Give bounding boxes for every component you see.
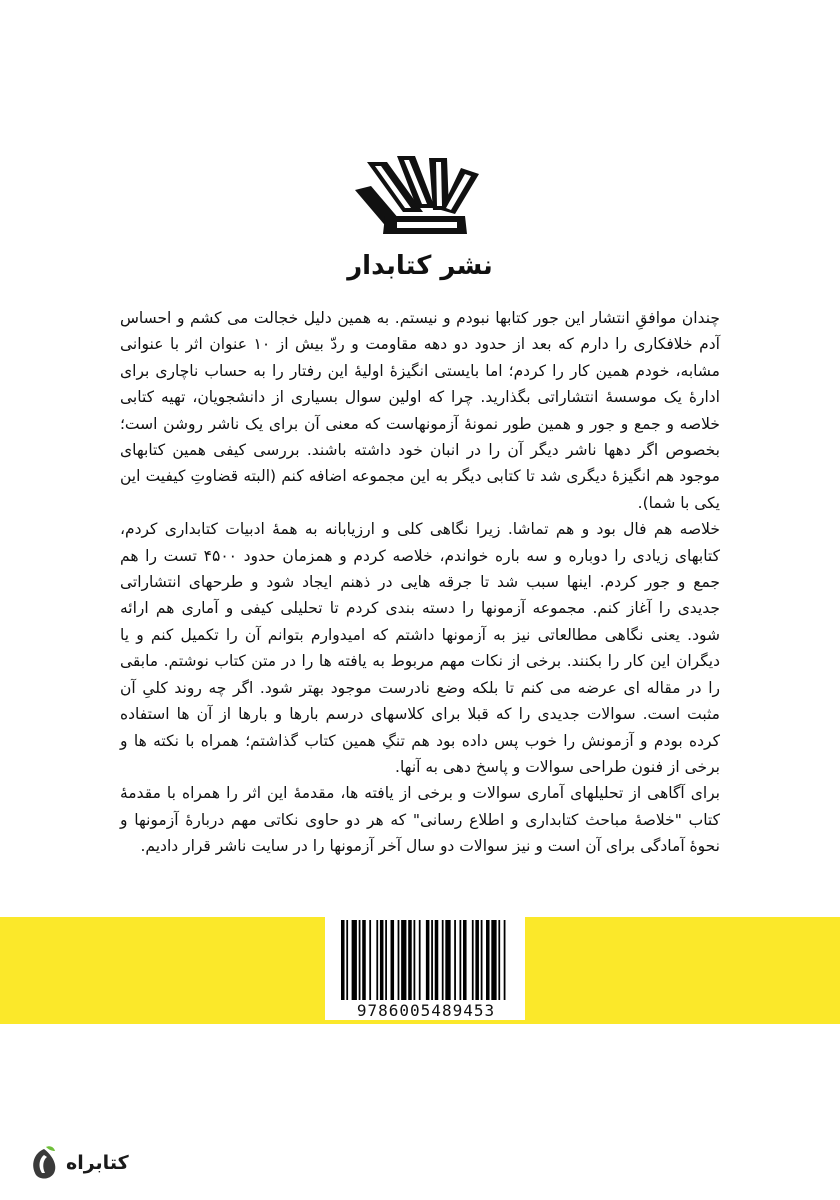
barcode-bar	[459, 920, 461, 1000]
barcode-bar	[475, 920, 479, 1000]
barcode-bar	[362, 920, 366, 1000]
barcode-panel	[325, 912, 525, 1020]
barcode-bar	[376, 920, 378, 1000]
barcode-bar	[341, 920, 345, 1000]
barcode-bar	[463, 920, 467, 1000]
barcode-bar	[431, 920, 433, 1000]
barcode-bar	[435, 920, 439, 1000]
back-cover-text	[120, 305, 720, 860]
barcode-bar	[426, 920, 430, 1000]
brand-name: کتابراه	[66, 1152, 129, 1174]
barcode-digits: 9786005489453	[356, 1001, 496, 1020]
barcode-bar	[481, 920, 483, 1000]
barcode-bar	[391, 920, 395, 1000]
barcode-bar	[398, 920, 400, 1000]
paragraph: برای آگاهی از تحلیلهای آماری سوالات و برخی از یافته ها، مقدمهٔ این اثر را همراه با مقدمهٔ کتاب "خلاصهٔ مباحث کتابداری و اطلاع رسانی" که هر دو حاوی نکاتی مهم دربارهٔ آزمونها و نحوهٔ آمادگی برای آن است و نیز سوالات دو سال آخر آزمونها را در سایت ناشر قرار دادیم.	[120, 784, 720, 856]
barcode-bar	[401, 920, 406, 1000]
barcode-bar	[445, 920, 450, 1000]
barcode-bar	[486, 920, 490, 1000]
barcode-bar	[472, 920, 474, 1000]
ketabrah-leaf-icon	[28, 1145, 60, 1181]
barcode-icon	[341, 920, 509, 1000]
paragraph: چندان موافقِ انتشار این جور کتابها نبودم و نیستم. به همین دلیل خجالت می کشم و احساس آدم خلافکاری را دارم که بعد از حدود دو دهه مقاومت و ردّ بیش از ۱۰ عنوان اثر با عنوانی مشابه، خودم همین کار را کردم؛ اما بایستی انگیزهٔ اولیهٔ این رفتار را به حساب ناچاری برای ادارهٔ یک موسسهٔ انتشاراتی بگذارید. چرا که اولین سوال بسیاری از دانشجویان، تهیه کتابی خلاصه و جمع و جور و همین طور نمونهٔ آزمونهاست که معنی آن برای یک ناشر روشن است؛ بخصوص اگر دهها ناشر دیگر آن را در انبان خود داشته باشند. بررسی کیفی همین کتابهای موجود هم انگیزهٔ دیگری شد تا کتابی دیگر به این مجموعه اضافه کنم (البته قضاوتِ کیفیت این یکی با شما).	[120, 309, 720, 512]
publisher-logo	[340, 150, 500, 295]
barcode-bar	[408, 920, 412, 1000]
barcode-bar	[442, 920, 444, 1000]
barcode-bar	[504, 920, 506, 1000]
barcode-bar	[380, 920, 384, 1000]
barcode-bar	[385, 920, 387, 1000]
barcode-bar	[454, 920, 456, 1000]
barcode-bar	[498, 920, 500, 1000]
ketabrah-brand	[28, 1143, 129, 1183]
barcode-bar	[369, 920, 371, 1000]
barcode-bar	[346, 920, 348, 1000]
book-fan-logo-icon	[345, 150, 495, 245]
barcode-bar	[419, 920, 421, 1000]
paragraph: خلاصه هم فال بود و هم تماشا. زیرا نگاهی کلی و ارزیابانه به همهٔ ادبیات کتابداری کردم، کتابهای زیادی را دوباره و سه باره خواندم، خلاصه کردم و همزمان حدود ۴۵۰۰ تست را هم جمع و جور کردم. اینها سبب شد تا جرقه هایی در ذهنم ایجاد شود و طرحهای انتشاراتی جدیدی را آغاز کنم. مجموعه آزمونها را دسته بندی کردم تا تحلیلی کیفی و آماری هم ارائه شود. یعنی نگاهی مطالعاتی نیز به آزمونها داشتم که امیدوارم بتوانم آن را تکمیل کنم و یا دیگران این کار را بکنند. برخی از نکات مهم مربوط به یافته ها را در متن کتاب نوشتم. مابقی را در مقاله ای عرضه می کنم تا بلکه وضع نادرست موجود بهتر شود. اگر چه روند کلیِ آن مثبت است. سوالات جدیدی را که قبلا برای کلاسهای درسم بارها و بارها از آن ها استفاده کرده بودم و آزمونش را خوب پس داده بود هم تنگِ همین کتاب گذاشتم؛ همراه با نکته ها و برخی از فنون طراحی سوالات و پاسخ دهی به آنها.	[120, 520, 720, 776]
barcode-bar	[352, 920, 357, 1000]
barcode-bar	[414, 920, 416, 1000]
barcode-bar	[359, 920, 361, 1000]
publisher-name: نشر کتابدار	[347, 251, 493, 281]
barcode-bar	[491, 920, 496, 1000]
